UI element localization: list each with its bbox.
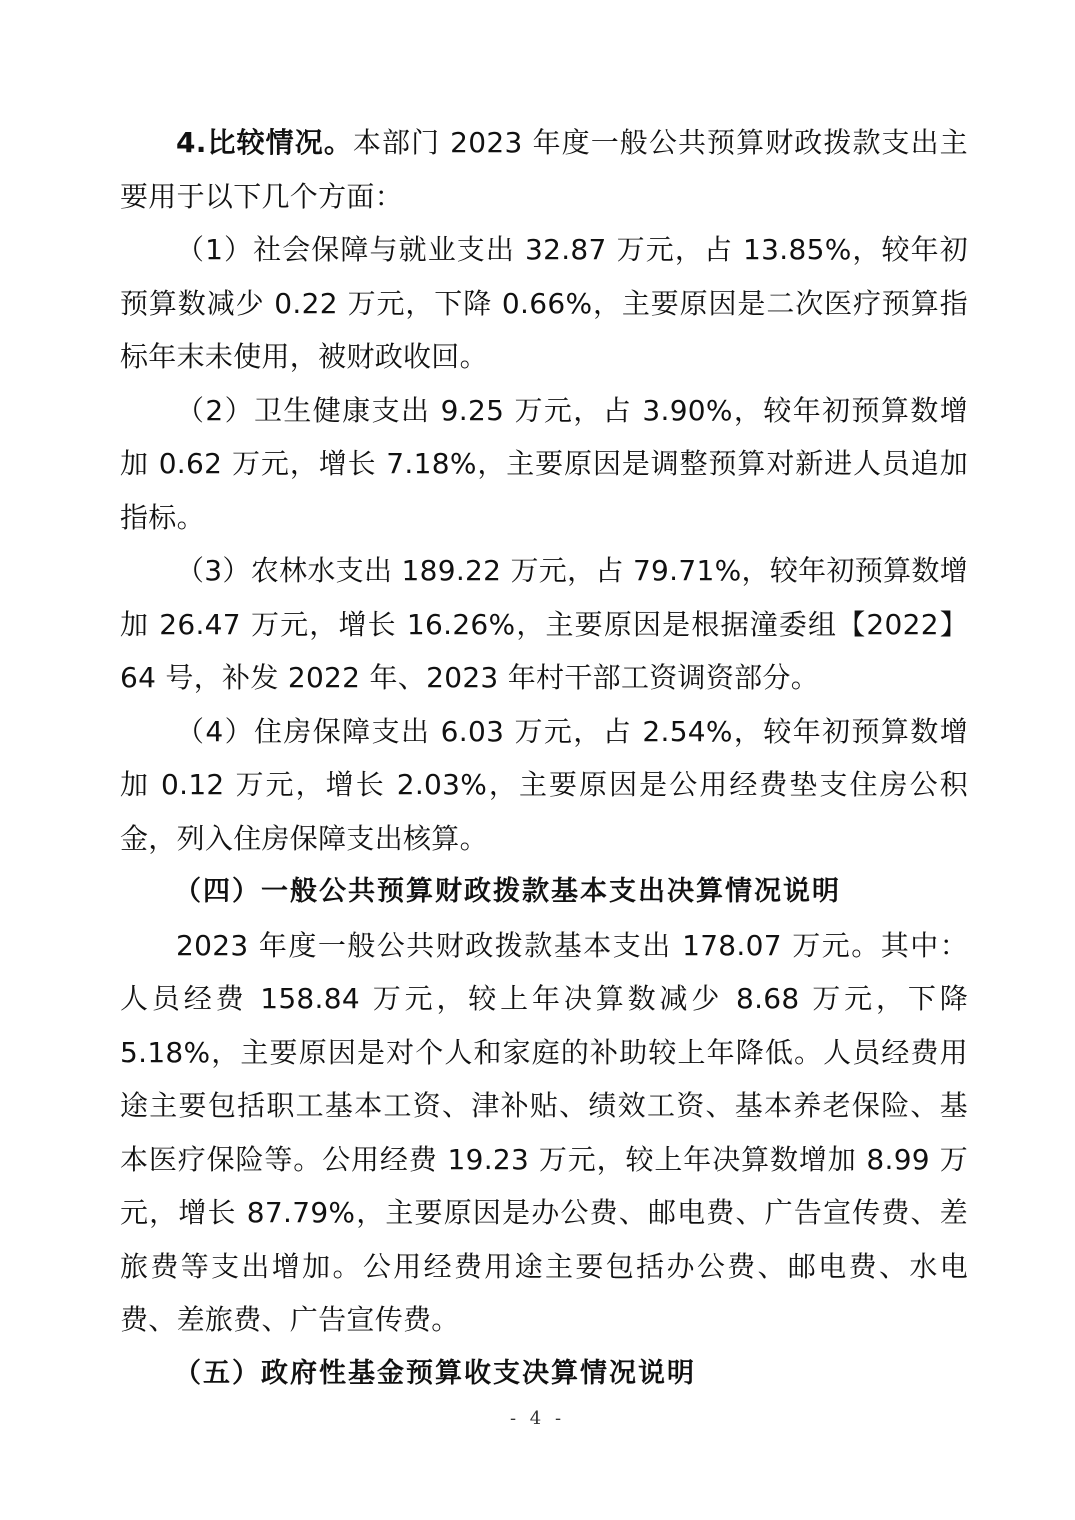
paragraph-agriculture: （3）农林水支出 189.22 万元，占 79.71%，较年初预算数增加 26.47 万元，增长 16.26%，主要原因是根据潼委组【2022】64 号，补发 2022 年、2023 年村干部工资调资部分。	[120, 554, 968, 694]
paragraph-comparison-intro	[120, 116, 968, 223]
paragraph-housing: （4）住房保障支出 6.03 万元，占 2.54%，较年初预算数增加 0.12 万元，增长 2.03%，主要原因是公用经费垫支住房公积金，列入住房保障支出核算。	[120, 714, 968, 855]
paragraph-health: （2）卫生健康支出 9.25 万元，占 3.90%，较年初预算数增加 0.62 万元，增长 7.18%，主要原因是调整预算对新进人员追加指标。	[120, 393, 968, 534]
comparison-lead-title: 4.比较情况。	[176, 126, 353, 159]
comparison-intro-text: 本部门 2023 年度一般公共预算财政拨款支出主要用于以下几个方面：	[120, 126, 968, 213]
paragraph-social-security: （1）社会保障与就业支出 32.87 万元，占 13.85%，较年初预算数减少 0.22 万元，下降 0.66%，主要原因是二次医疗预算指标年末未使用，被财政收回。	[120, 233, 968, 373]
section-heading-basic-expenditure: （四）一般公共预算财政拨款基本支出决算情况说明	[174, 876, 841, 907]
document-body	[120, 116, 968, 1400]
paragraph-basic-expenditure: 2023 年度一般公共财政拨款基本支出 178.07 万元。其中：人员经费 158.84 万元，较上年决算数减少 8.68 万元，下降 5.18%，主要原因是对个人和家庭的补助较上年降低。人员经费用途主要包括职工基本工资、津补贴、绩效工资、基本养老保险、基本医疗保险等。公用经费 19.23 万元，较上年决算数增加 8.99 万元，增长 87.79%，主要原因是办公费、邮电费、广告宣传费、差旅费等支出增加。公用经费用途主要包括办公费、邮电费、水电费、差旅费、广告宣传费。	[120, 928, 968, 1336]
section-heading-government-fund: （五）政府性基金预算收支决算情况说明	[174, 1357, 696, 1389]
page-number: - 4 -	[509, 1408, 566, 1429]
